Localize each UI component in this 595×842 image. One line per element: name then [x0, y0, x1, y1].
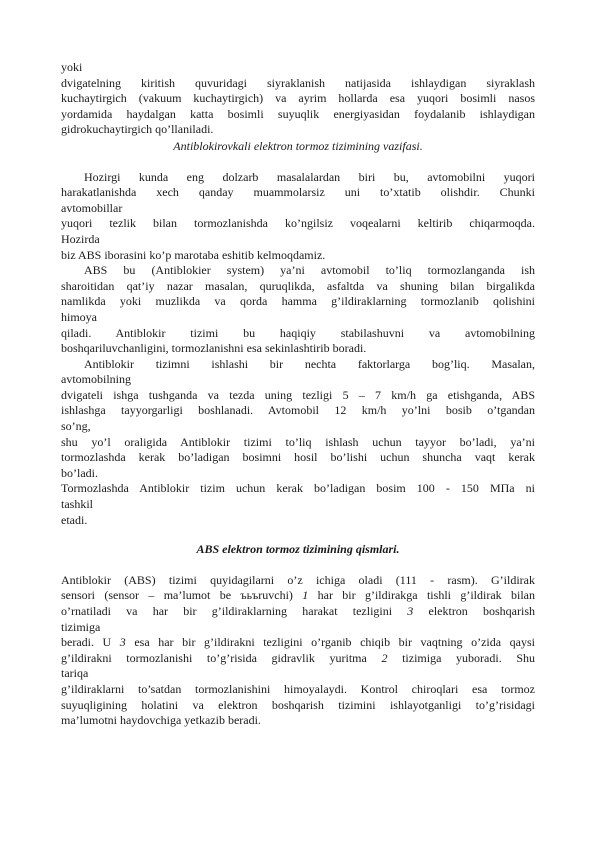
text-line: himoya: [61, 309, 97, 324]
text-line: gidrokuchaytirgich qo’llaniladi.: [61, 122, 214, 137]
text-line: [61, 651, 535, 667]
text-run: elektron boshqarish: [413, 604, 536, 618]
text-line: boshqariluvchanligini, tormozlanishni esa sekinlashtirib boradi.: [61, 341, 367, 356]
text-run: esa har bir g’ildirakni tezligini o’rganib chiqib bir vaqtning o’zida qaysi: [125, 635, 535, 650]
text-line: g’ildiraklarni to’satdan tormozlanishini himoyalaydi. Kontrol chiroqlari esa tormoz: [61, 681, 535, 696]
text-line: yuqori tezlik bilan tormozlanishda ko’ngilsiz voqealarni keltirib chiqarmoqda.: [61, 216, 535, 231]
document-page: [61, 60, 535, 729]
text-line: bo’ladi.: [61, 465, 98, 480]
text-run: g’ildirakni tormozlanishi to’g’risida gidravlik yuritma: [61, 650, 382, 665]
text-line: ishlashga tayyorgarligi boshlanadi. Avtomobil 12 km/h yo’lni bosib o’tgandan: [61, 403, 535, 418]
text-line: Tormozlashda Antiblokir tizim uchun kerak bo’ladigan bosim 100 - 150 МПа ni: [61, 481, 535, 496]
text-line: [61, 604, 535, 620]
text-line: harakatlanishda xech qanday muammolarsiz uni to’xtatib olishdir. Chunki: [61, 185, 535, 200]
text-line: etadi.: [61, 512, 88, 527]
text-line: Hozirgi kunda eng dolzarb masalalardan biri bu, avtomobilni yuqori: [84, 169, 535, 184]
text-line: yordamida haydalgan katta bosimli suyuqlik energiyasidan foydalanib ishlaydigan: [61, 106, 535, 121]
text-line: tizimiga: [61, 619, 101, 634]
text-line: [61, 588, 535, 604]
text-line: biz ABS iborasini ko’p marotaba eshitib kelmoqdamiz.: [61, 247, 326, 262]
section-heading-components: ABS elektron tormoz tizimining qismlari.: [196, 542, 400, 557]
text-line: tormozlashda kerak bo’ladigan bosimni hosil bo’lishi uchun shuncha vaqt kerak: [61, 450, 535, 465]
text-line: dvigatelning kiritish quvuridagi siyraklanish natijasida ishlaydigan siyraklash: [61, 75, 535, 90]
text-line: ABS bu (Antiblokier system) ya’ni avtomobil to’liq tormozlanganda ish: [84, 263, 535, 278]
text-line: qiladi. Antiblokir tizimi bu haqiqiy stabilashuvni va avtomobilning: [61, 325, 535, 340]
text-line: kuchaytirgich (vakuum kuchaytirgich) va ayrim hollarda esa yuqori bosimli nasos: [61, 91, 535, 106]
text-line: avtomobilning: [61, 372, 131, 387]
component-number: 3: [119, 635, 126, 650]
section-heading-purpose: Antiblokirovkali elektron tormoz tizimining vazifasi.: [173, 138, 423, 153]
text-line: namlikda yoki muzlikda va qorda hamma g’ildiraklarning tormozlanib qolishini: [61, 294, 535, 309]
text-line: shu yo’l oraligida Antiblokir tizimi to’liq ishlash uchun tayyor bo’ladi, ya’ni: [61, 434, 535, 449]
text-line: tashkil: [61, 497, 93, 512]
text-line: Hozirda: [61, 231, 100, 246]
text-line: suyuqligining holatini va elektron boshqarish tizimini ishlayotganligi to’g’risidagi: [61, 697, 535, 712]
text-line: tariqa: [61, 666, 89, 681]
text-run: beradi. U: [61, 635, 120, 650]
text-line: [61, 635, 535, 651]
text-line: Antiblokir tizimni ishlashi bir nechta faktorlarga bog’liq. Masalan,: [84, 356, 535, 371]
component-number: 1: [302, 588, 309, 603]
text-line: ma’lumotni haydovchiga yetkazib beradi.: [61, 713, 261, 728]
text-line: avtomobillar: [61, 200, 123, 215]
text-line: Antiblokir (ABS) tizimi quyidagilarni o’z ichiga oladi (111 - rasm). G’ildirak: [61, 572, 535, 587]
text-line: yoki: [61, 60, 83, 74]
text-run: o’rnatiladi va har bir g’ildiraklarning harakat tezligini: [61, 604, 408, 618]
component-number: 2: [381, 650, 388, 665]
component-number: 3: [407, 604, 414, 618]
text-line: dvigateli ishga tushganda va tezda uning tezligi 5 – 7 km/h ga etishganda, ABS: [61, 387, 535, 402]
text-line: so’ng,: [61, 419, 91, 434]
text-run: har bir g’ildirakga tishli g’ildirak bilan: [308, 588, 535, 603]
text-run: tizimiga yuboradi. Shu: [387, 650, 536, 665]
text-run: sensori (sensor – ma’lumot be ъьъruvchi): [61, 588, 303, 603]
text-line: sharoitidan qat’iy nazar masalan, quruqlikda, asfaltda va shuning bilan birgalikda: [61, 278, 535, 293]
